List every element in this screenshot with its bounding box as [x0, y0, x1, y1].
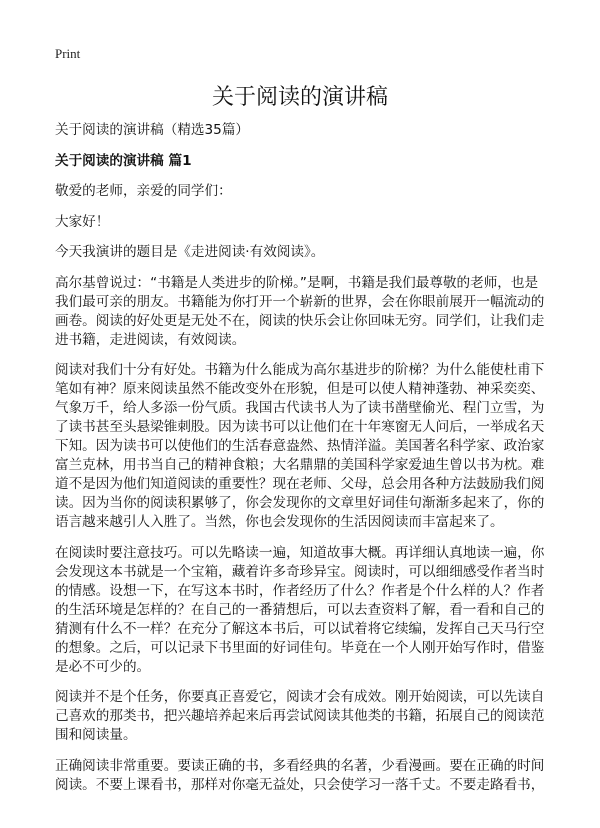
paragraph-line: 正确阅读非常重要。要读正确的书，多看经典的名著，少看漫画。要在正确的时间 — [55, 757, 545, 774]
paragraph-line: 阅读对我们十分有好处。书籍为什么能成为高尔基进步的阶梯？为什么能使杜甫下 — [55, 362, 545, 378]
paragraph-line: 进书籍，走进阅读，有效阅读。 — [55, 331, 246, 348]
document-body — [55, 121, 555, 806]
paragraph-line: 阅读并不是个任务，你要真正喜爱它，阅读才会有成效。刚开始阅读，可以先读自 — [55, 689, 545, 705]
paragraph-line: 读。因为当你的阅读积累够了，你会发现你的文章里好词佳句渐渐多起来了，你的 — [55, 495, 545, 511]
paragraph-line: 是必不可少的。 — [55, 658, 151, 675]
paragraph-line: 语言越来越引人入胜了。当然，你也会发现你的生活因阅读而丰富起来了。 — [55, 514, 504, 530]
paragraph-line: 富兰克林，用书当自己的精神食粮；大名鼎鼎的美国科学家爱迪生曾以书为枕。难 — [55, 457, 545, 473]
paragraph-line: 的生活环境是怎样的？在自己的一番猜想后，可以去查资料了解，看一看和自己的 — [55, 601, 545, 618]
paragraph-line: 我们最可亲的朋友。书籍能为你打开一个崭新的世界，会在你眼前展开一幅流动的 — [55, 293, 545, 310]
hello: 大家好！ — [55, 213, 110, 230]
paragraph — [55, 274, 555, 350]
paragraph-line: 笔如有神？原来阅读虽然不能改变外在形貌，但是可以使人精神蓬勃、神采奕奕、 — [55, 381, 545, 397]
paragraph — [55, 361, 555, 532]
paragraph-line: 围和阅读量。 — [55, 727, 137, 743]
subtitle: 关于阅读的演讲稿（精选35篇） — [55, 122, 250, 138]
paragraph-line: 在阅读时要注意技巧。可以先略读一遍，知道故事大概。再详细认真地读一遍，你 — [55, 544, 545, 561]
paragraph-line: 了读书甚至头悬梁锥刺股。因为读书可以让他们在十年寒窗无人问后，一举成名天 — [55, 419, 545, 435]
greeting: 敬爱的老师，亲爱的同学们： — [55, 183, 232, 199]
paragraph-line: 气象万千，给人多添一份气质。我国古代读书人为了读书凿壁偷光、程门立雪，为 — [55, 400, 545, 416]
paragraph-line: 道不是因为他们知道阅读的重要性？现在老师、父母，总会用各种方法鼓励我们阅 — [55, 476, 545, 492]
print-link[interactable]: Print — [55, 46, 81, 61]
paragraph — [55, 757, 555, 795]
paragraph-line: 阅读。不要上课看书，那样对你毫无益处，只会使学习一落千丈。不要走路看书， — [55, 776, 545, 793]
paragraph — [55, 544, 555, 677]
paragraph-line: 高尔基曾说过：“书籍是人类进步的阶梯。”是啊，书籍是我们最尊敬的老师，也是 — [55, 274, 539, 291]
page-title: 关于阅读的演讲稿 — [211, 85, 388, 110]
paragraph-line: 的想象。之后，可以记录下书里面的好词佳句。毕竟在一个人刚开始写作时，借鉴 — [55, 639, 545, 656]
paragraph-line: 画卷。阅读的好处更是无处不在，阅读的快乐会让你回味无穷。同学们，让我们走 — [55, 312, 545, 329]
paragraph-line: 己喜欢的那类书，把兴趣培养起来后再尝试阅读其他类的书籍，拓展自己的阅读范 — [55, 708, 545, 724]
paragraph-line: 会发现这本书就是一个宝箱，藏着许多奇珍异宝。阅读时，可以细细感受作者当时 — [55, 563, 545, 580]
intro: 今天我演讲的题目是《走进阅读·有效阅读》。 — [55, 244, 325, 260]
paragraph-line: 的情感。设想一下，在写这本书时，作者经历了什么？作者是个什么样的人？作者 — [55, 582, 545, 599]
paragraphs — [55, 274, 555, 795]
paragraph-line: 猜测有什么不一样？在充分了解这本书后，可以试着将它续编，发挥自己天马行空 — [55, 620, 545, 637]
paragraph — [55, 688, 555, 745]
section-heading: 关于阅读的演讲稿 篇1 — [55, 152, 192, 169]
paragraph-line: 下知。因为读书可以使他们的生活春意盎然、热情洋溢。美国著名科学家、政治家 — [55, 438, 545, 454]
